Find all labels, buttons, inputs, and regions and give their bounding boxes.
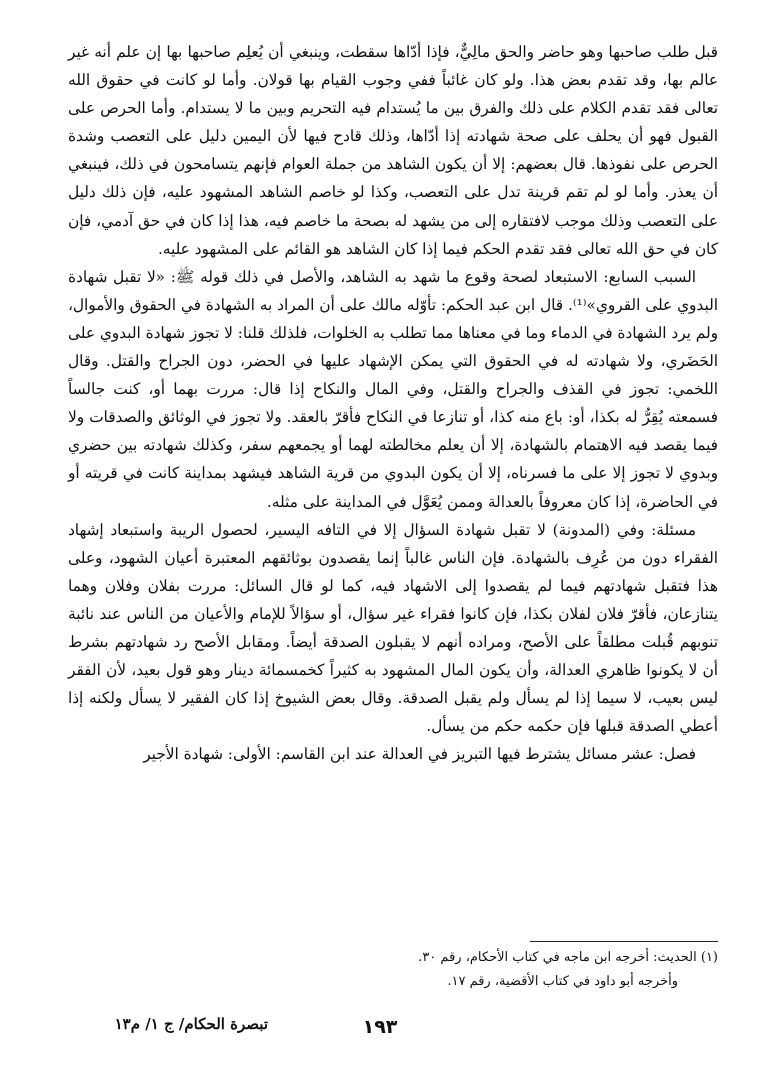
footnotes	[150, 946, 718, 994]
main-text	[68, 38, 718, 768]
footnote-divider	[530, 941, 718, 942]
paragraph-3: مسئلة: وفي (المدونة) لا تقبل شهادة السؤال إلا في التافه اليسير، لحصول الريبة واستبعاد إشهاد الفقراء دون من عُرِف بالشهادة. فإن الناس غالباً إنما يقصدون بوثائقهم المعتبرة أعيان الشهود، وعلى هذا فتقبل شهادتهم فيما لم يقصدوا إلى الاشهاد فيه، كما لو قال السائل: مررت بفلان وفلان وهما يتنازعان، فأقرّ فلان لفلان بكذا، فإن كانوا فقراء غير سؤال، أو سؤالاً للإمام والأعيان من الناس عند نائبة تنوبهم قُبلت مطلقاً على الأصح، ومراده أنهم لا يقبلون الصدقة أيضاً. ومقابل الأصح رد شهادتهم بشرط أن لا يكونوا ظاهري العدالة، وأن يكون المال المشهود به كثيراً كخمسمائة دينار وهو قول بعيد، لأن الفقر ليس بعيب، لا سيما إذا لم يسأل ولم يقبل الصدقة. وقال بعض الشيوخ إذا كان الفقير لا يسأل ولكنه إذا أعطي الصدقة قبلها فإن حكمه حكم من يسأل.	[68, 520, 718, 736]
footnote-1: (١) الحديث: أخرجه ابن ماجه في كتاب الأحكام، رقم ٣٠.	[418, 950, 718, 965]
footnote-1-continued: وأخرجه أبو داود في كتاب الأقضية، رقم ١٧.	[447, 974, 678, 989]
paragraph-2: السبب السابع: الاستبعاد لصحة وقوع ما شهد به الشاهد، والأصل في ذلك قوله ﷺ: «لا تقبل شهادة البدوي على القروي»⁽¹⁾. قال ابن عبد الحكم: تأوّله مالك على أن المراد به الشهادة في الحقوق والأموال، ولم يرد الشهادة في الدماء وما في معناها مما تطلب به الخلوات، فلذلك قلنا: لا تجوز شهادة البدوي على الحَضَري، ولا شهادته له في الحقوق التي يمكن الإشهاد عليها في الحضر، دون الجراح والقتل. وقال اللخمي: تجوز في القذف والجراح والقتل، وفي المال والنكاح إذا قال: مررت بهما أو، كنت جالساً فسمعته يُقِرُّ له بكذا، أو: باع منه كذا، أو تنازعا في النكاح فأقرّ بالعقد. ولا تجوز في الوثائق والصدقات ولا فيما يقصد فيه الاهتمام بالشهادة، إلا أن يعلم مخالطته لهما أو يجمعهم سفر، وكذلك شهادته بين حضري وبدوي لا تجوز إلا على ما فسرناه، إلا أن يكون البدوي من قرية الشاهد فيشهد بمداينة كانت في قريته أو في الحاضرة، إذا كان معروفاً بالعدالة وممن يُعَوَّل في المداينة على مثله.	[68, 267, 718, 511]
page-number: ١٩٣	[362, 1016, 398, 1038]
paragraph-4: فصل: عشر مسائل يشترط فيها التبريز في العدالة عند ابن القاسم: الأولى: شهادة الأجير	[143, 745, 696, 764]
running-footer: تبصرة الحكام/ ج ١/ م١٣	[114, 1015, 268, 1033]
paragraph-1: قبل طلب صاحبها وهو حاضر والحق مالِيٌّ، فإذا أدّاها سقطت، وينبغي أن يُعلِم صاحبها بها إن علم أنه غير عالم بها، وقد تقدم بعض هذا. ولو كان غائباً ففي وجوب القيام بها قولان. وأما لو كانت في حقوق الله تعالى فقد تقدم الكلام على ذلك والفرق بين ما يُستدام فيه التحريم وبين ما لا يستدام. وأما الحرص على القبول فهو أن يحلف على صحة شهادته إذا أدّاها، وذلك قادح فيها لأن اليمين دليل على التعصب وشدة الحرص على نفوذها. قال بعضهم: إلا أن يكون الشاهد من جملة العوام فإنهم يتسامحون في ذلك، فينبغي أن يعذر. وأما لو لم تقم قرينة تدل على التعصب، وكذا لو خاصم الشاهد المشهود عليه، فإن ذلك دليل على التعصب وذلك موجب لافتقاره إلى من يشهد له بصحة ما خاصم فيه، هذا إذا كان في حق آدمي، فإن كان في حق الله تعالى فقد تقدم الحكم فيما إذا كان الشاهد هو القائم على المشهود عليه.	[68, 43, 718, 258]
